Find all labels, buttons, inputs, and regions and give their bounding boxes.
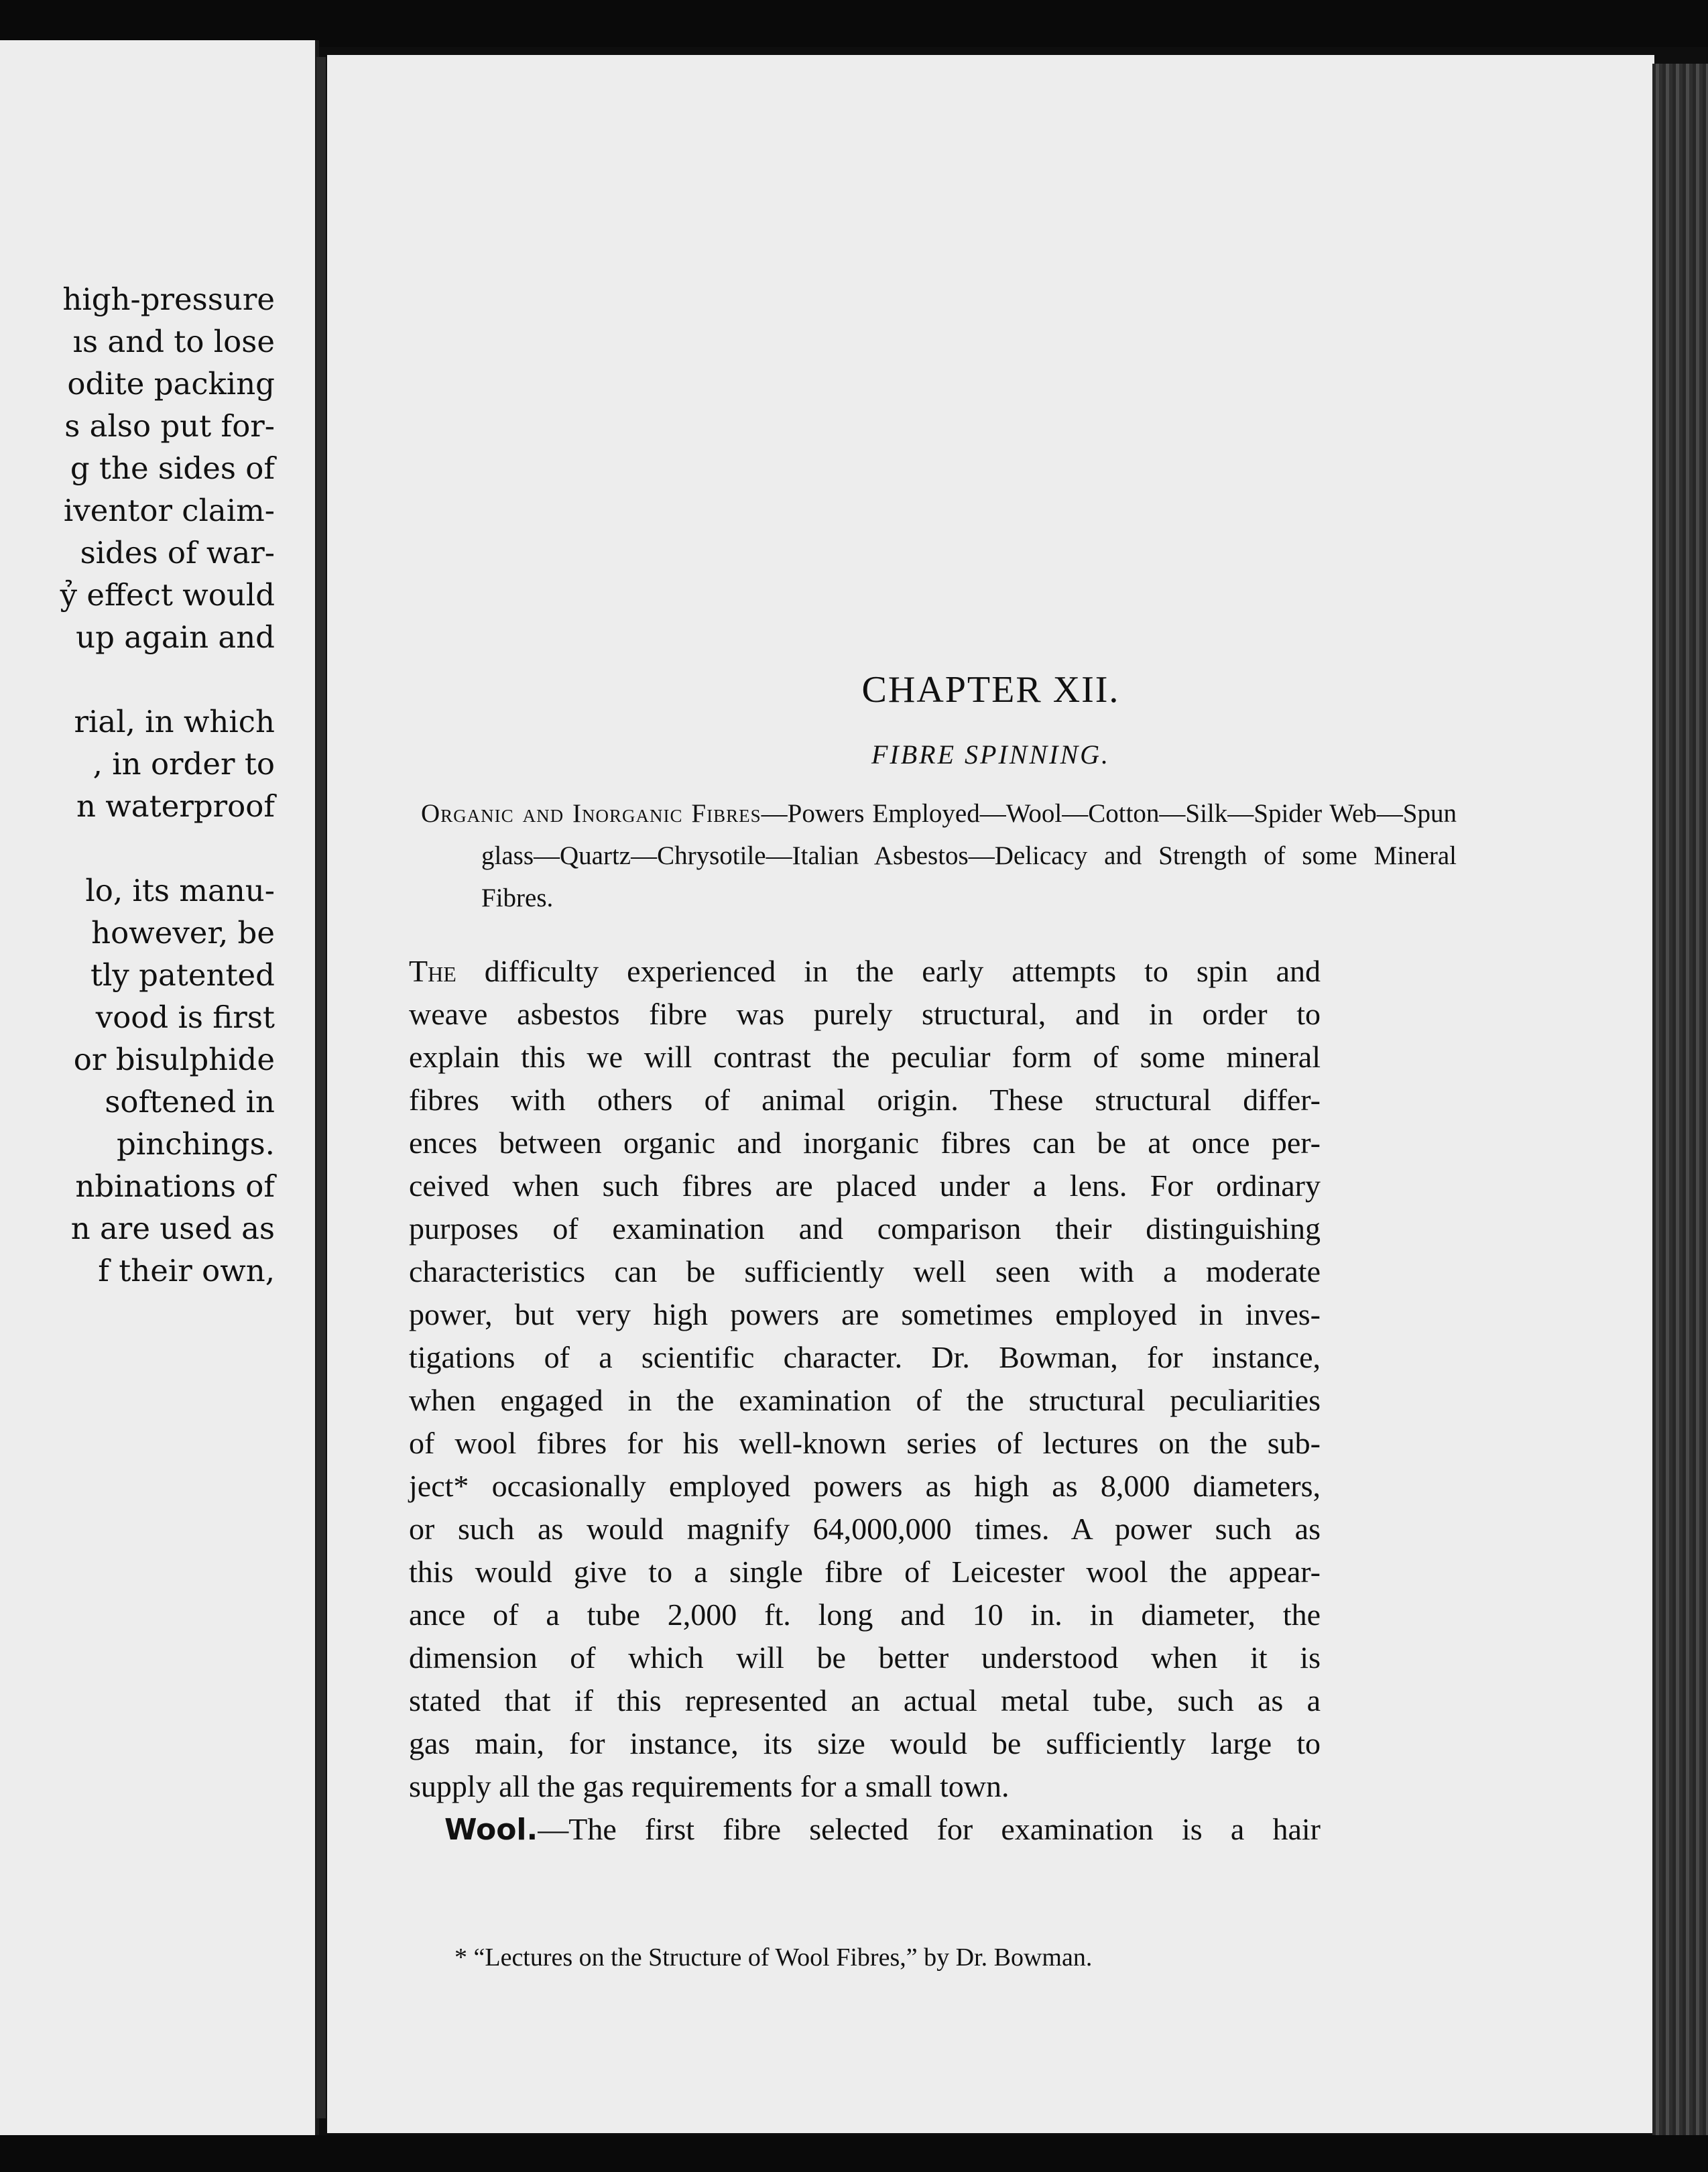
right-page [327,55,1654,2133]
left-page-line: ıs and to lose [72,324,275,359]
body-line: tigations of a scientific character. Dr. Bowman, for instance, [409,1340,1321,1374]
body-line: ceived when such fibres are placed under a lens. For ordinary [409,1168,1321,1203]
left-page-line: n are used as [70,1211,275,1246]
body-line: fibres with others of animal origin. These structural differ- [409,1083,1321,1117]
page-stack-edge [1652,64,1708,2135]
chapter-subtitle: FIBRE SPINNING. [871,739,1111,770]
left-page-line: , in order to [93,746,275,782]
left-page-line: pinchings. [117,1126,275,1162]
body-line: weave asbestos fibre was purely structural, and in order to [409,997,1321,1031]
left-page-line: rial, in which [74,704,275,739]
left-page-line: f their own, [98,1253,275,1288]
chapter-title: CHAPTER XII. [861,669,1120,711]
left-page-line: s also put for- [64,408,275,444]
scan-bottom-border [0,2135,1708,2172]
body-line: purposes of examination and comparison their distinguishing [409,1211,1321,1246]
summary-small-caps: Organic and Inorganic Fibres [421,799,761,828]
body-line: stated that if this represented an actual metal tube, such as a [409,1683,1321,1717]
body-line: gas main, for instance, its size would be sufficiently large to [409,1726,1321,1760]
body-line: power, but very high powers are sometimes employed in inves- [409,1297,1321,1331]
body-line: or such as would magnify 64,000,000 times. A power such as [409,1512,1321,1546]
body-line: of wool fibres for his well-known series of lectures on the sub- [409,1426,1321,1460]
body-line: dimension of which will be better understood when it is [409,1640,1321,1675]
left-page-line: nbinations of [75,1168,275,1204]
book-gutter [316,57,326,2118]
left-page-line: ỷ effect would [60,577,275,613]
left-page-line: lo, its manu- [85,873,275,908]
left-page-line: sides of war- [80,535,275,570]
summary-text: —Powers Employed—Wool—Cotton—Silk—Spider Web—Spun glass—Quartz—Chrysotile—Italian Asbestos—Delicacy and Strength of some Mineral Fibres. [481,799,1457,912]
body-line: ject* occasionally employed powers as high as 8,000 diameters, [409,1469,1321,1503]
body-line: ences between organic and inorganic fibres can be at once per- [409,1126,1321,1160]
left-page-line: softened in [105,1084,275,1120]
left-page-line: high-pressure [62,282,275,317]
wool-paragraph-line: Wool.—The first fibre selected for examination is a hair [444,1812,1321,1847]
chapter-summary [421,792,1457,919]
body-line: ance of a tube 2,000 ft. long and 10 in. in diameter, the [409,1597,1321,1632]
left-page-line: iventor claim- [63,493,275,528]
left-facing-page [0,40,319,2138]
body-line: The difficulty experienced in the early attempts to spin and [409,954,1321,988]
lead-word: The [409,954,456,988]
footnote: * “Lectures on the Structure of Wool Fibres,” by Dr. Bowman. [454,1943,1093,1972]
left-page-line: however, be [91,915,275,951]
left-page-line: or bisulphide [73,1042,275,1077]
left-page-line: n waterproof [76,788,275,824]
left-page-line: vood is first [95,1000,275,1035]
wool-heading: Wool. [444,1813,538,1847]
body-line: supply all the gas requirements for a small town. [409,1769,1010,1803]
left-page-line: up again and [76,619,275,655]
body-line: explain this we will contrast the peculiar form of some mineral [409,1040,1321,1074]
body-line: characteristics can be sufficiently well seen with a moderate [409,1254,1321,1288]
body-line: this would give to a single fibre of Leicester wool the appear- [409,1555,1321,1589]
left-page-line: g the sides of [70,450,275,486]
left-page-line: tly patented [90,957,275,993]
body-line: when engaged in the examination of the structural peculiarities [409,1383,1321,1417]
left-page-line: odite packing [67,366,275,402]
